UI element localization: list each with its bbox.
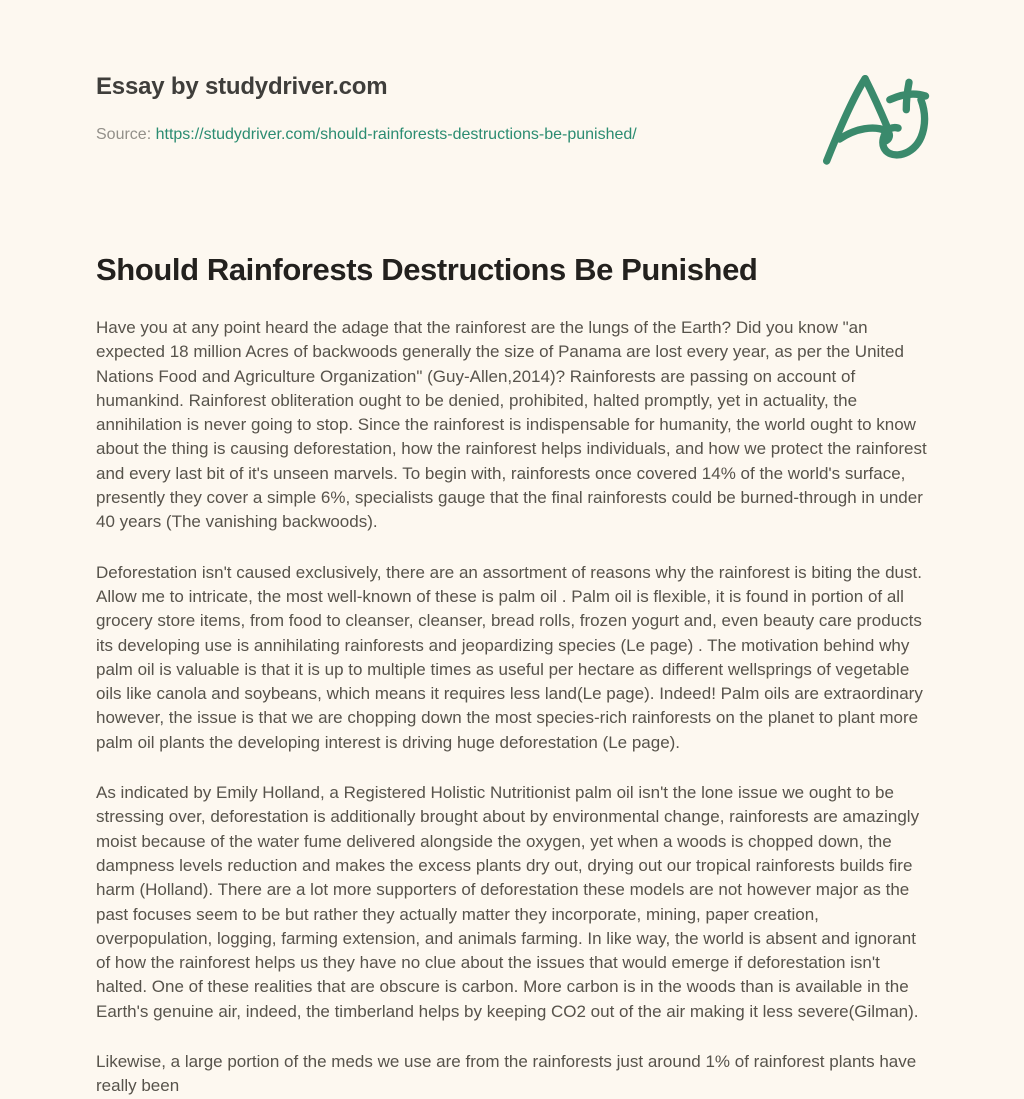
source-line	[96, 124, 930, 146]
paragraph-medicine-clipped: Likewise, a large portion of the meds we use are from the rainforests just around 1% of rainforest plants have really been	[96, 1052, 917, 1096]
article-title: Should Rainforests Destructions Be Punished	[96, 252, 758, 287]
document-header	[96, 72, 930, 146]
paragraph-palm-oil: Deforestation isn't caused exclusively, there are an assortment of reasons why the rainforest is biting the dust. Allow me to intricate, the most well-known of these is palm oil . Palm oil is flexible, it is found in portion of all grocery store items, from food to cleanser, cleanser, bread rolls, frozen yogurt and, even beauty care products its developing use is annihilating rainforests and jeopardizing species (Le page) . The motivation behind why palm oil is valuable is that it is up to multiple times as useful per hectare as different wellsprings of vegetable oils like canola and soybeans, which means it requires less land(Le page). Indeed! Palm oils are extraordinary however, the issue is that we are chopping down the most species-rich rainforests on the planet to plant more palm oil plants the developing interest is driving huge deforestation (Le page).	[96, 562, 923, 752]
page-title: Essay by studydriver.com	[96, 73, 388, 100]
source-label: Source:	[96, 126, 152, 143]
paragraph-climate-carbon: As indicated by Emily Holland, a Registered Holistic Nutritionist palm oil isn't the lone issue we ought to be stressing over, deforestation is additionally brought about by environmental change, rainforests are amazingly moist because of the water fume delivered alongside the oxygen, yet when a woods is chopped down, the dampness levels reduction and makes the excess plants dry out, drying out our tropical rainforests builds fire harm (Holland). There are a lot more supporters of deforestation these models are not however major as the past focuses seem to be but rather they actually matter they incorporate, mining, paper creation, overpopulation, logging, farming extension, and animals farming. In like way, the world is absent and ignorant of how the rainforest helps us they have no clue about the issues that would emerge if deforestation isn't halted. One of these realities that are obscure is carbon. More carbon is in the woods than is available in the Earth's genuine air, indeed, the timberland helps by keeping CO2 out of the air making it less severe(Gilman).	[96, 783, 920, 1021]
paragraph-intro: Have you at any point heard the adage that the rainforest are the lungs of the Earth? Did you know "an expected 18 million Acres of backwoods generally the size of Panama are lost every year, as per the United Nations Food and Agriculture Organization" (Guy-Allen,2014)? Rainforests are passing on account of humankind. Rainforest obliteration ought to be denied, prohibited, halted promptly, yet in actuality, the annihilation is never going to stop. Since the rainforest is indispensable for humanity, the world ought to know about the thing is causing deforestation, how the rainforest helps individuals, and how we protect the rainforest and every last bit of it's unseen marvels. To begin with, rainforests once covered 14% of the world's surface, presently they cover a simple 6%, specialists gauge that the final rainforests could be burned-through in under 40 years (The vanishing backwoods).	[96, 318, 927, 532]
article-body	[96, 316, 930, 1099]
source-url-link[interactable]: https://studydriver.com/should-rainforests-destructions-be-punished/	[155, 126, 637, 143]
a-plus-logo-icon	[816, 64, 938, 172]
